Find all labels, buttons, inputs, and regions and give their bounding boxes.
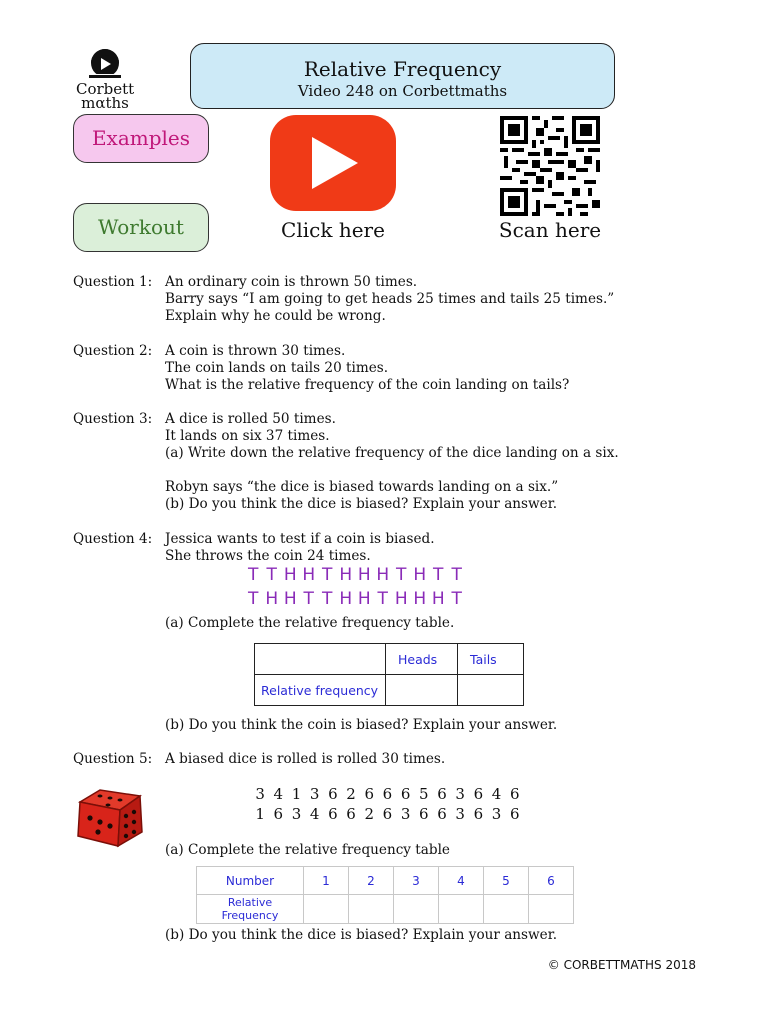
dice-result: 2 <box>346 785 356 803</box>
question-3-text <box>165 411 619 513</box>
coin-frequency-table <box>254 643 524 706</box>
coin-result: H <box>339 565 353 585</box>
dice-result: 6 <box>509 785 520 803</box>
dice-result: 6 <box>419 805 429 823</box>
red-dice-image <box>74 786 148 850</box>
coin-result: H <box>283 565 297 585</box>
dice-result: 6 <box>346 805 356 823</box>
table-row <box>255 675 524 706</box>
dice-result: 6 <box>437 785 447 803</box>
relative-frequency-label: Relative Frequency <box>197 895 304 924</box>
coin-result: H <box>283 589 297 609</box>
page-title: Relative Frequency <box>303 57 502 81</box>
coin-result: T <box>322 565 333 585</box>
workout-button[interactable]: Workout <box>73 203 209 252</box>
tails-header: Tails <box>458 644 524 675</box>
answer-cell[interactable] <box>304 895 349 924</box>
copyright-footer: © CORBETTMATHS 2018 <box>547 958 696 972</box>
logo-icon <box>85 48 125 82</box>
coin-result: T <box>396 565 407 585</box>
answer-cell[interactable] <box>394 895 439 924</box>
col-header: 5 <box>484 867 529 895</box>
logo-text-2: mαths <box>81 94 129 112</box>
q5-part-a: (a) Complete the relative frequency table <box>165 842 450 858</box>
coin-result: T <box>322 589 333 609</box>
dice-result: 1 <box>291 785 302 803</box>
coin-result: H <box>394 589 408 609</box>
coin-result: T <box>433 565 444 585</box>
dice-results-row-1 <box>251 785 524 803</box>
tails-answer-cell[interactable] <box>458 675 524 706</box>
corbettmaths-logo <box>76 48 134 112</box>
number-header: Number <box>197 867 304 895</box>
dice-result: 6 <box>509 805 520 823</box>
coin-result: H <box>376 565 390 585</box>
table-row <box>197 867 574 895</box>
coin-result: T <box>451 589 462 609</box>
dice-results-row-2 <box>251 805 524 823</box>
question-4-label: Question 4: <box>73 531 153 547</box>
dice-result: 5 <box>419 785 429 803</box>
coin-result: H <box>357 589 371 609</box>
coin-result: T <box>303 589 314 609</box>
dice-result: 1 <box>255 805 265 823</box>
table-row <box>197 895 574 924</box>
answer-cell[interactable] <box>529 895 574 924</box>
examples-button[interactable]: Examples <box>73 114 209 163</box>
coin-result: H <box>413 565 427 585</box>
dice-icon <box>74 786 148 850</box>
question-3-label: Question 3: <box>73 411 153 427</box>
coin-result: H <box>413 589 427 609</box>
click-here-label[interactable]: Click here <box>281 218 385 242</box>
answer-cell[interactable] <box>439 895 484 924</box>
dice-result: 3 <box>491 805 502 823</box>
dice-result: 3 <box>309 785 320 803</box>
dice-result: 4 <box>491 785 502 803</box>
title-box <box>190 43 615 109</box>
col-header: 6 <box>529 867 574 895</box>
q3-line-1: A dice is rolled 50 times. <box>165 411 336 427</box>
q1-line-2: Barry says “I am going to get heads 25 times and tails 25 times.” <box>165 291 615 307</box>
coin-result: H <box>339 589 353 609</box>
coin-result: T <box>248 565 259 585</box>
question-2-text <box>165 343 569 394</box>
coin-result: H <box>357 565 371 585</box>
dice-result: 3 <box>255 785 265 803</box>
coin-results-row-2 <box>244 589 466 609</box>
col-header: 4 <box>439 867 484 895</box>
question-1-label: Question 1: <box>73 274 153 290</box>
q2-line-2: The coin lands on tails 20 times. <box>165 360 389 376</box>
logo-text-1: Corbett <box>76 80 135 98</box>
question-4-text <box>165 531 435 565</box>
question-2-label: Question 2: <box>73 343 153 359</box>
dice-result: 6 <box>382 805 393 823</box>
q4-part-b: (b) Do you think the coin is biased? Explain your answer. <box>165 717 558 733</box>
dice-result: 6 <box>473 785 484 803</box>
heads-answer-cell[interactable] <box>386 675 458 706</box>
dice-result: 6 <box>473 805 484 823</box>
coin-result: H <box>431 589 445 609</box>
question-5-label: Question 5: <box>73 751 153 767</box>
coin-results-row-1 <box>244 565 466 585</box>
question-1-text <box>165 274 614 325</box>
table-row <box>255 644 524 675</box>
q2-line-3: What is the relative frequency of the coin landing on tails? <box>165 377 570 393</box>
q1-line-1: An ordinary coin is thrown 50 times. <box>165 274 418 290</box>
dice-result: 3 <box>455 785 465 803</box>
q3-line-2: It lands on six 37 times. <box>165 428 330 444</box>
coin-result: H <box>302 565 316 585</box>
q4-line-1: Jessica wants to test if a coin is biased. <box>165 531 435 547</box>
dice-result: 6 <box>364 785 374 803</box>
dice-result: 3 <box>400 805 411 823</box>
dice-result: 3 <box>291 805 302 823</box>
heads-header: Heads <box>386 644 458 675</box>
coin-result: H <box>265 589 279 609</box>
q3-robyn-quote: Robyn says “the dice is biased towards landing on a six.” <box>165 479 559 495</box>
q3-part-b: (b) Do you think the dice is biased? Explain your answer. <box>165 496 558 512</box>
dice-result: 6 <box>400 785 411 803</box>
qr-code-icon <box>500 116 600 216</box>
coin-result: T <box>266 565 277 585</box>
relative-frequency-label: Relative frequency <box>255 675 386 706</box>
play-icon <box>270 115 396 211</box>
col-header: 3 <box>394 867 439 895</box>
q2-line-1: A coin is thrown 30 times. <box>165 343 346 359</box>
dice-result: 4 <box>273 785 284 803</box>
qr-code[interactable] <box>500 116 600 216</box>
q3-part-a: (a) Write down the relative frequency of the dice landing on a six. <box>165 445 619 461</box>
col-header: 2 <box>349 867 394 895</box>
scan-here-label: Scan here <box>498 218 602 242</box>
col-header: 1 <box>304 867 349 895</box>
question-5-text: A biased dice is rolled is rolled 30 times. <box>165 751 446 767</box>
table-cell-empty <box>255 644 386 675</box>
answer-cell[interactable] <box>349 895 394 924</box>
dice-result: 6 <box>328 785 338 803</box>
dice-result: 6 <box>382 785 393 803</box>
q5-part-b: (b) Do you think the dice is biased? Explain your answer. <box>165 927 558 943</box>
q4-line-2: She throws the coin 24 times. <box>165 548 371 564</box>
dice-result: 2 <box>364 805 374 823</box>
dice-result: 6 <box>328 805 338 823</box>
coin-result: T <box>451 565 462 585</box>
coin-result: T <box>377 589 388 609</box>
page-subtitle: Video 248 on Corbettmaths <box>297 82 508 100</box>
dice-frequency-table <box>196 866 574 924</box>
answer-cell[interactable] <box>484 895 529 924</box>
video-play-button[interactable] <box>270 115 396 211</box>
dice-result: 6 <box>437 805 447 823</box>
dice-result: 4 <box>309 805 320 823</box>
dice-result: 3 <box>455 805 465 823</box>
q1-line-3: Explain why he could be wrong. <box>165 308 386 324</box>
dice-result: 6 <box>273 805 284 823</box>
coin-result: T <box>248 589 259 609</box>
q4-part-a: (a) Complete the relative frequency table. <box>165 615 455 631</box>
